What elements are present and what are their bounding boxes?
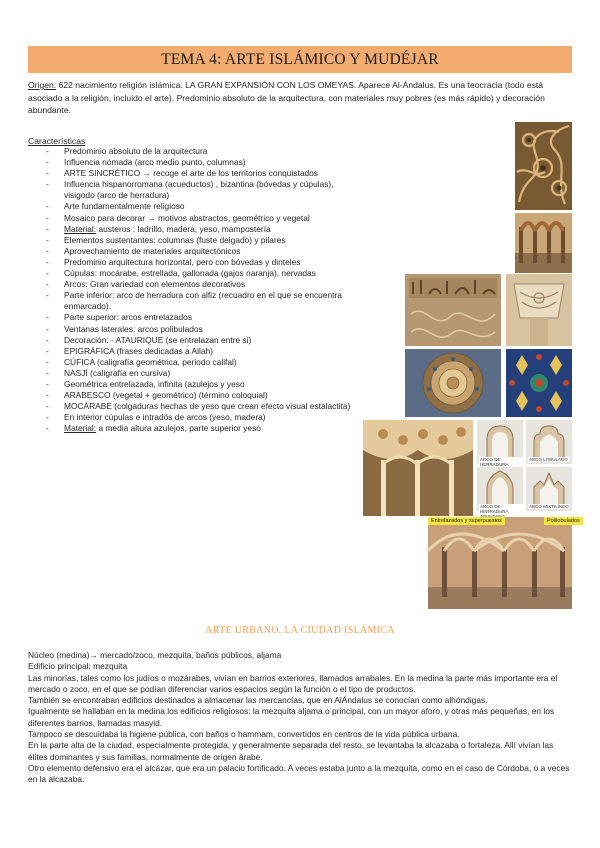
- features-heading: Características: [28, 136, 86, 146]
- feature-item: - Material: austeros : ladrillo, madera, yeso, mampostería: [28, 224, 360, 235]
- muqarnas-dome-image: [405, 349, 501, 417]
- feature-item: - Arte fundamentalmente religioso: [28, 201, 360, 212]
- urban-paragraph: También se encontraban edificios destinados a almacenar las mercancías, que en AlÁndalus se conocían como alhóndigas.: [28, 695, 488, 706]
- feature-item: - Arcos: Gran variedad con elementos decorativos: [28, 279, 360, 290]
- urban-paragraph: Igualmente se hallaban en la medina los edificios religiosos: la mezquita aljama o principal, con un mayor aforo, y otras más pequeñas, en los diferentes barrios, llamadas masyid.: [28, 706, 555, 728]
- urban-paragraph: Otro elemento defensivo era el alcázar, que era un palacio fortificado. A veces estaba junto a la mezquita, como en el caso de Córdoba, o a veces en la alcazaba.: [28, 762, 570, 785]
- features-list: [28, 146, 360, 434]
- mosque-courtyard-image: [515, 213, 572, 273]
- feature-item: - ARTE SINCRÉTICO → recoge el arte de los territorios conquistados: [28, 168, 360, 179]
- feature-item: - Aprovechamiento de materiales arquitectónicos: [28, 246, 360, 257]
- feature-item: - Ventanas laterales: arcos polibulados: [28, 324, 360, 335]
- feature-item: - Geométrica entrelazada, infinita (azulejos y yeso: [28, 379, 360, 390]
- arch-caption-3: ARCO DE HERRADURA: [479, 504, 523, 519]
- origin-paragraph: [28, 79, 574, 117]
- feature-item: - Decoración: - ATAURIQUE (se entrelazan entre si): [28, 335, 360, 346]
- feature-item: - Elementos sustentantes: columnas (fuste delgado) y pilares: [28, 235, 360, 246]
- feature-item: - Predominio absoluto de la arquitectura: [28, 146, 360, 157]
- urban-paragraph: Núcleo (medina)→ mercado/zoco, mezquita, baños públicos, aljama: [28, 650, 282, 660]
- urban-paragraph: Edificio principal: mezquita: [28, 661, 128, 672]
- arch-lobed-image: [526, 420, 572, 464]
- arch-horseshoe-image: [477, 420, 523, 467]
- feature-item: - Parte inferior: arco de herradura con alfiz (recuadro en el que se encuentra enmarcado).: [28, 290, 360, 312]
- capital-image: [506, 274, 572, 346]
- feature-item: - Cúpulas: mocárabe, estrellada, gallonada (gajos naranja), nervadas: [28, 268, 360, 279]
- arch-pointed-image: [477, 467, 523, 514]
- tag-interlaced: Entrelazados y superpuestos: [428, 517, 505, 525]
- feature-item-lead: Material:: [64, 223, 97, 234]
- feature-item: - NASJÍ (caligrafía en cursiva): [28, 368, 360, 379]
- arch-mixtilinear-image: [526, 467, 572, 511]
- feature-item: - Predominio arquitectura horizontal, pero con bóvedas y dinteles: [28, 257, 360, 268]
- feature-item: - Material: a media altura azulejos, parte superior yeso: [28, 423, 360, 434]
- feature-item: - En interior cúpulas e intradós de arcos (yeso, madera): [28, 412, 360, 423]
- feature-item: - EPIGRÁFICA (frases dedicadas a Allah): [28, 346, 360, 357]
- urban-paragraph: En la parte alta de la ciudad, especialmente protegida, y generalmente separada del resto, se levantaba la alcazaba o fortaleza. Allí vivían las élites dominantes y sus familias, normalmente de origen árabe.: [28, 740, 554, 762]
- feature-item: - Influencia hispanorromana (acueductos) , bizantina (bóvedas y cúpulas), visigodo (arco de herradura): [28, 179, 360, 201]
- feature-item: - Parte superior: arcos entrelazados: [28, 312, 360, 323]
- tile-mosaic-image: [506, 349, 572, 417]
- calligraphy-relief-image: [405, 274, 501, 346]
- muqarnas-hall-image: [363, 420, 473, 516]
- feature-item: - Mosaico para decorar → motivos abstractos, geométrico y vegetal: [28, 213, 360, 224]
- arch-caption-2: ARCO LOBULADO: [529, 457, 568, 462]
- urban-paragraph: Tampoco se descuidaba la higiene pública, con baños o hammam, convertidos en centros de la vida pública urbana.: [28, 729, 460, 740]
- origin-text: 622 nacimiento religión islámica. LA GRAN EXPANSIÓN CON LOS OMEYAS. Aparece Al-Ándalus. Es una teocracia (todo está asociado a la religión, incluido el arte). Predominio absoluto de la arquitectura, con materiales muy pobres (es más rápido) y decoración abundante.: [28, 80, 545, 116]
- page-title: TEMA 4: ARTE ISLÁMICO Y MUDÉJAR: [161, 50, 439, 68]
- title-banner: [28, 46, 572, 73]
- feature-item-lead: Material:: [64, 423, 97, 434]
- feature-item: - MOCÁRABE (colgaduras hechas de yeso que crean efecto visual estalactita): [28, 401, 360, 412]
- urban-paragraph: Las minorías, tales como los judíos o mozárabes, vivían en barrios exteriores, llamados arrabales. En la medina la parte más importante era el mercado o zoco, en el que se podían diferenciar varios espacios según la función o el tipo de productos.: [28, 672, 558, 694]
- arch-caption-1: ARCO DE HERRADURA: [479, 457, 523, 467]
- feature-item: - ARABESCO (vegetal + geométrico) (término coloquial): [28, 390, 360, 401]
- origin-label: Origen:: [28, 80, 57, 90]
- ornament-image-top: [515, 122, 572, 210]
- urban-section-title: ARTE URBANO. LA CIUDAD ISLÁMICA: [205, 625, 395, 636]
- feature-item: - CÚFICA (caligrafía geométrica, periodo califal): [28, 357, 360, 368]
- tag-polylobed: Polilobulados: [544, 517, 583, 525]
- arch-caption-4: ARCO MIXTILÍNEO: [529, 504, 569, 509]
- feature-item: - Influencia nómada (arco medio punto, columnas): [28, 157, 360, 168]
- urban-body: [28, 650, 574, 786]
- interlaced-arches-photo: [428, 517, 580, 609]
